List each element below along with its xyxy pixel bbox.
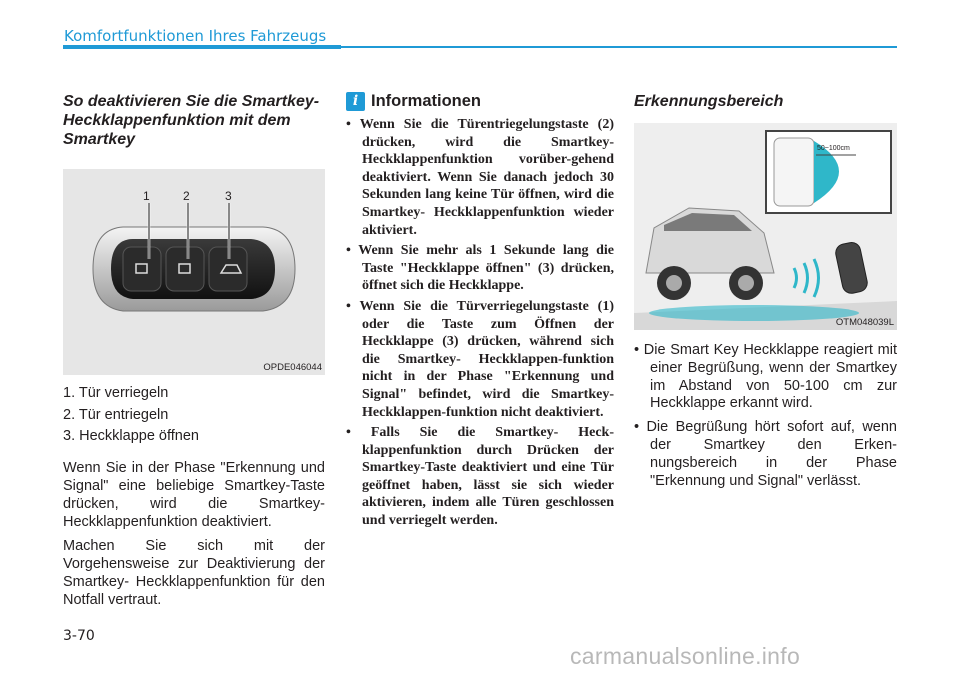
unlock-button: [166, 247, 204, 291]
legend-item: 3. Heckklappe öffnen: [63, 428, 199, 444]
button-legend: [63, 383, 325, 448]
detection-figure: [634, 123, 897, 330]
header-title: Komfortfunktionen Ihres Fahrzeugs: [64, 27, 327, 45]
info-item: • Wenn Sie mehr als 1 Sekunde lang die Taste "Heckklappe öffnen" (3) drücken, öffnet sich die Heckklappe.: [346, 243, 614, 294]
figure-code: OTM048039L: [835, 317, 894, 328]
info-icon: i: [346, 92, 365, 111]
legend-item: 1. Tür verriegeln: [63, 385, 169, 401]
range-ground-arc: [649, 305, 859, 321]
section-title-detection: Erkennungsbereich: [634, 93, 784, 110]
info-list: [346, 116, 614, 530]
info-header: [346, 92, 614, 111]
paragraph: Machen Sie sich mit der Vorgehensweise zur Deaktivierung der Smartkey- Heckklappenfunktion für den Notfall vertraut.: [63, 537, 325, 608]
page-number: 3-70: [63, 628, 95, 644]
range-label: 50~100cm: [817, 145, 850, 152]
info-title: Informationen: [371, 92, 481, 110]
detection-item: • Die Smart Key Heckklappe reagiert mit einer Begrüßung, wenn der Smartkey im Abstand von 50-100 cm zur Heckklappe erkannt wird.: [634, 342, 897, 412]
callout-number-2: 2: [183, 189, 190, 203]
lock-button: [123, 247, 161, 291]
info-item: • Wenn Sie die Türentriegelungstaste (2) drücken, wird die Smartkey-Heckklappenfunktion vorüber-gehend deaktiviert. Wenn Sie danach jedoch 30 Sekunden lang keine Tür öffnen, wird die Smartkey- Heckklappenfunktion wieder aktiviert.: [346, 117, 614, 238]
info-column: [346, 92, 614, 533]
info-item: • Falls Sie die Smartkey- Heck-klappenfunktion durch Drücken der Smartkey-Taste deaktiviert und eine Tür geöffnet haben, lässt sie sich wieder aktivieren, indem alle Türen geschlossen und verriegelt werden.: [346, 425, 614, 529]
legend-item: 2. Tür entriegeln: [63, 406, 169, 423]
smartkey-figure: [63, 169, 325, 375]
right-column: [634, 92, 897, 496]
info-item: • Wenn Sie die Türverriegelungstaste (1) oder die Taste zum Öffnen der Heckklappe (3) drücken, während sich die Smartkey- Heckklappen-funktion nicht in der Phase "Erkennung und Signal" befindet, wird die Smartkey- Heckklappen-funktion nicht deaktiviert.: [346, 298, 614, 420]
figure-code: OPDE046044: [263, 362, 322, 373]
detection-illustration: [634, 123, 897, 330]
callout-number-1: 1: [143, 189, 150, 203]
callout-number-3: 3: [225, 189, 232, 203]
left-column: [63, 92, 325, 609]
watermark: carmanualsonline.info: [570, 643, 801, 669]
detection-item: • Die Begrüßung hört sofort auf, wenn der Smartkey den Erken-nungsbereich in der Phase "Erkennung und Signal" verlässt.: [634, 419, 897, 489]
car-top-view: [774, 138, 814, 206]
paragraph: Wenn Sie in der Phase "Erkennung und Signal" eine beliebige Smartkey-Taste drücken, wird die Smartkey-Heckklappenfunktion deaktiviert.: [63, 459, 325, 530]
header-accent-bar: [63, 45, 341, 49]
section-title-deactivate: So deaktivieren Sie die Smartkey- Heckklappenfunktion mit dem Smartkey: [63, 93, 320, 148]
detection-list: [634, 342, 897, 490]
smartkey-illustration: [63, 169, 325, 375]
